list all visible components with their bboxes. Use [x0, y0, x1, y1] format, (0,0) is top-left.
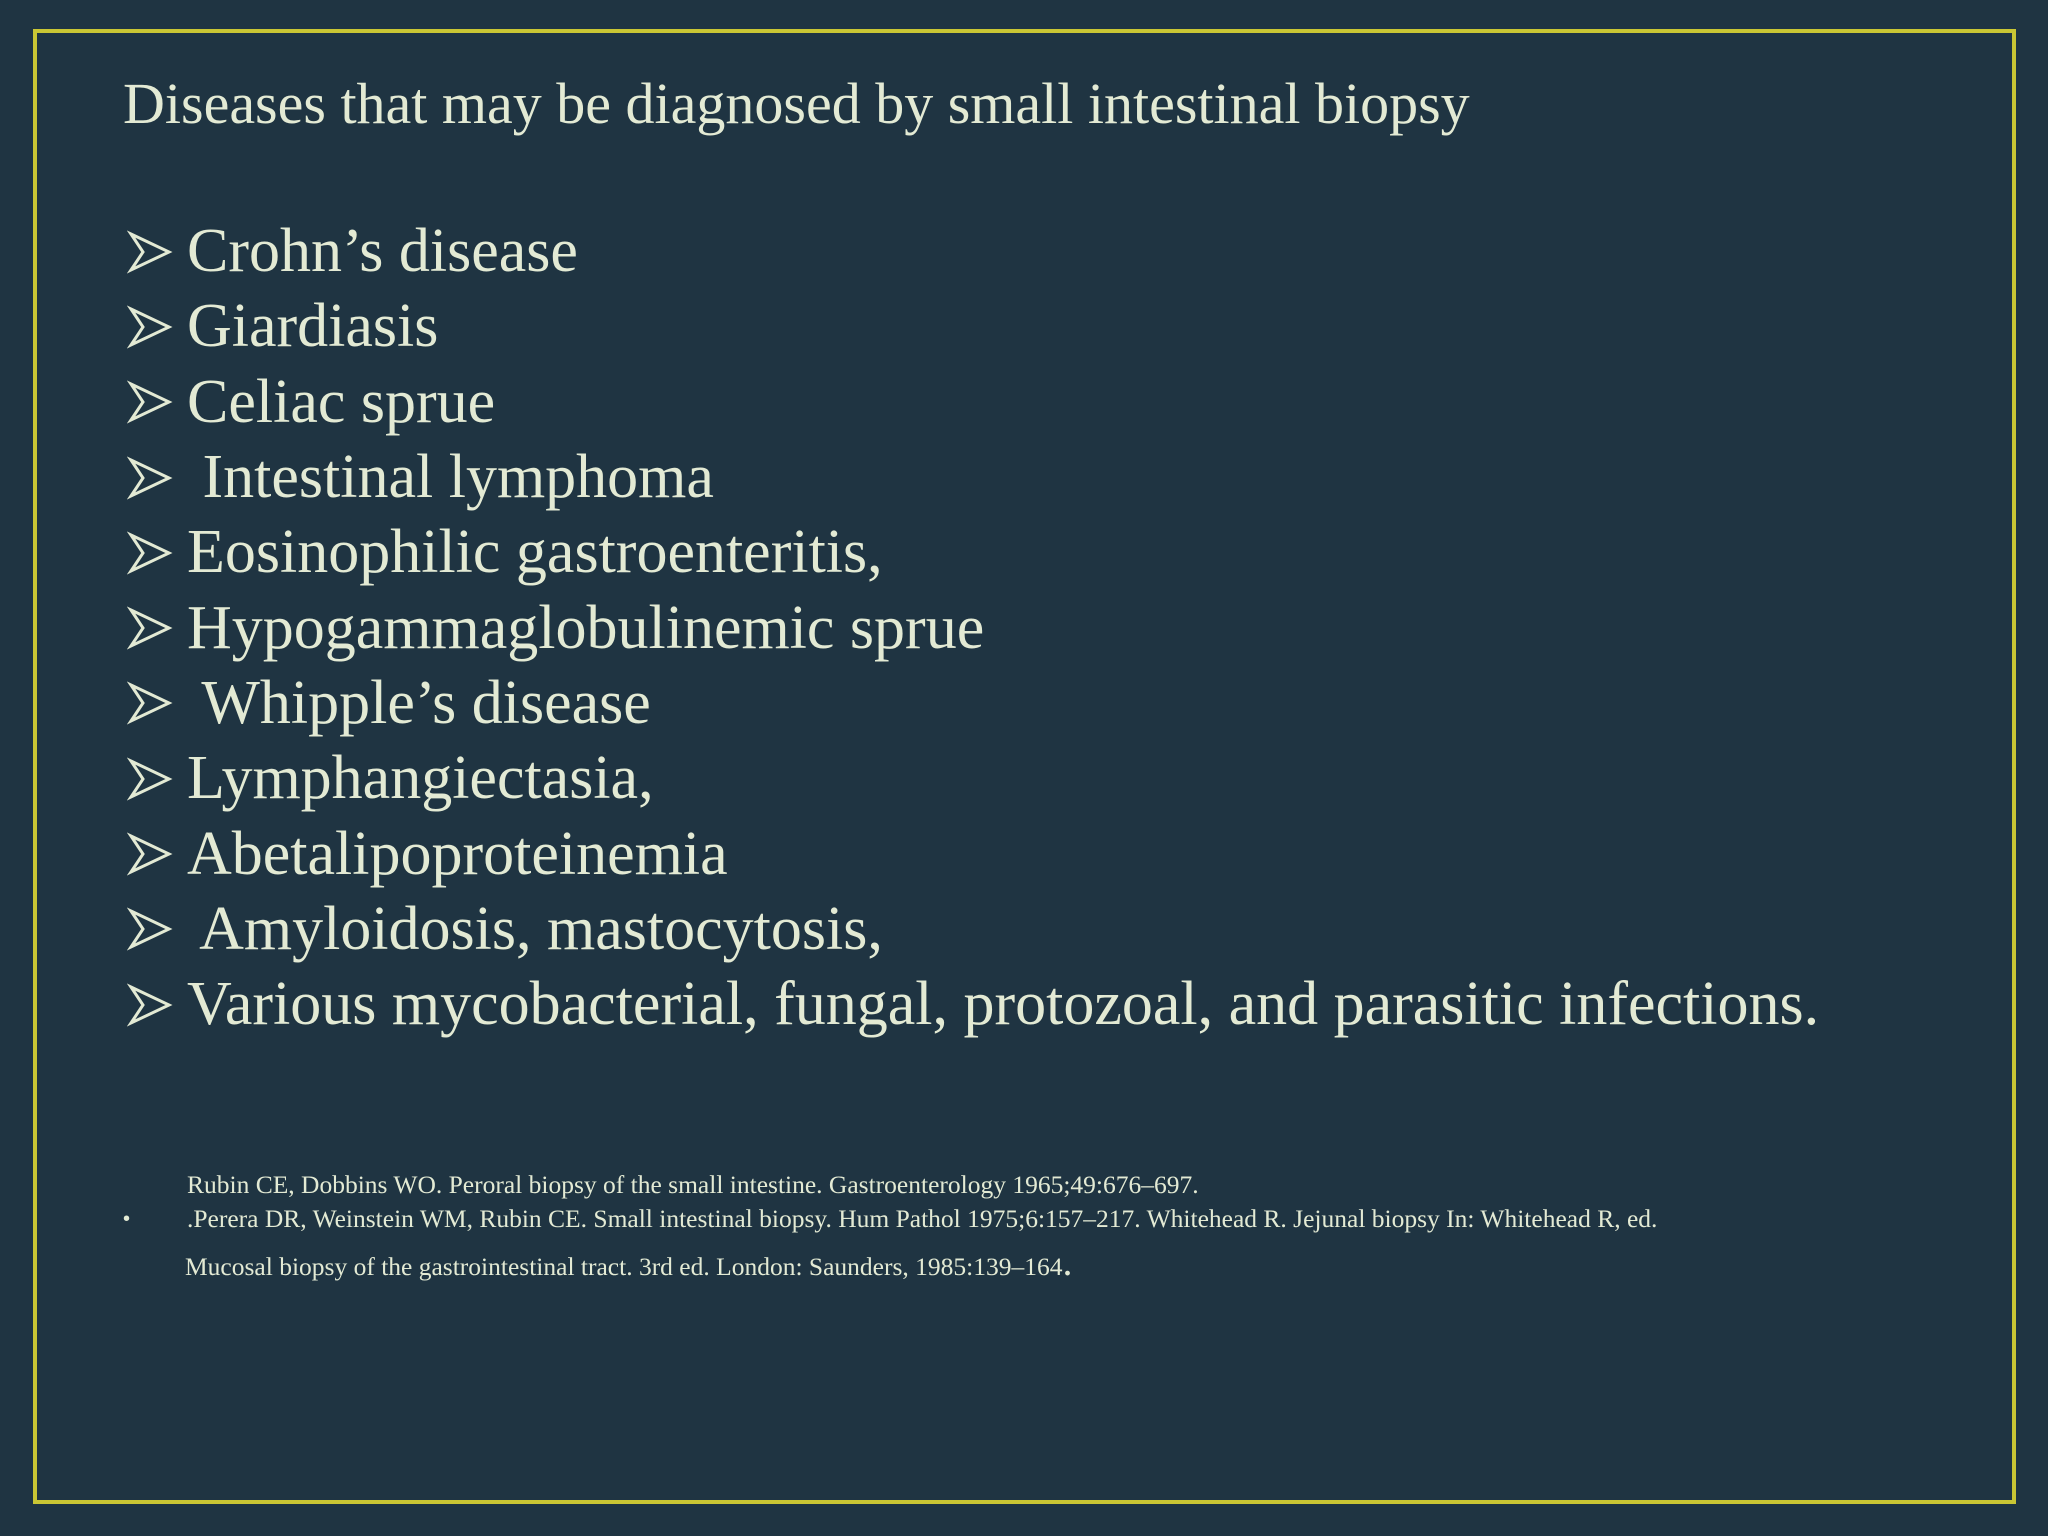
arrow-bullet-icon: [127, 531, 185, 575]
arrow-bullet-icon: [127, 606, 185, 650]
list-item: [127, 967, 1819, 1042]
list-item: [127, 365, 1819, 440]
list-item: [127, 590, 1819, 665]
list-item: [127, 440, 1819, 515]
arrow-bullet-icon: [127, 983, 185, 1027]
list-item: [127, 515, 1819, 590]
list-item-text: Intestinal lymphoma: [187, 443, 714, 512]
arrow-bullet-icon: [127, 380, 185, 424]
list-item: [127, 816, 1819, 891]
list-item-text: Eosinophilic gastroenteritis,: [187, 518, 883, 587]
disease-list: [127, 214, 1819, 1042]
list-item: [127, 741, 1819, 816]
list-item-text: Celiac sprue: [187, 367, 496, 436]
list-item: [127, 214, 1819, 289]
arrow-bullet-icon: [127, 832, 185, 876]
arrow-bullet-icon: [127, 757, 185, 801]
list-item-text: Amyloidosis, mastocytosis,: [187, 894, 883, 963]
reference-line-1: Rubin CE, Dobbins WO. Peroral biopsy of the small intestine. Gastroenterology 1965;49:676–697.: [187, 1170, 1199, 1199]
arrow-bullet-icon: [127, 230, 185, 274]
list-item-text: Giardiasis: [187, 292, 439, 361]
reference-end-mark: .: [1062, 1239, 1073, 1284]
list-item-text: Whipple’s disease: [187, 668, 651, 737]
reference-line-3: [185, 1239, 1073, 1284]
list-item-text: Hypogammaglobulinemic sprue: [187, 593, 985, 662]
reference-bullet: •: [123, 1208, 131, 1230]
list-item-text: Crohn’s disease: [187, 217, 578, 286]
list-item: [127, 892, 1819, 967]
arrow-bullet-icon: [127, 681, 185, 725]
slide-title: Diseases that may be diagnosed by small intestinal biopsy: [123, 71, 1470, 136]
reference-line-2: .Perera DR, Weinstein WM, Rubin CE. Small intestinal biopsy. Hum Pathol 1975;6:157–217. Whitehead R. Jejunal biopsy In: Whitehead R, ed.: [187, 1204, 1658, 1233]
arrow-bullet-icon: [127, 456, 185, 500]
list-item-text: Lymphangiectasia,: [187, 744, 654, 813]
list-item-text: Various mycobacterial, fungal, protozoal, and parasitic infections.: [187, 970, 1820, 1039]
list-item: [127, 289, 1819, 364]
list-item-text: Abetalipoproteinemia: [187, 819, 728, 888]
reference-line-3-text: Mucosal biopsy of the gastrointestinal tract. 3rd ed. London: Saunders, 1985:139–164: [185, 1252, 1063, 1281]
arrow-bullet-icon: [127, 305, 185, 349]
list-item: [127, 666, 1819, 741]
arrow-bullet-icon: [127, 907, 185, 951]
